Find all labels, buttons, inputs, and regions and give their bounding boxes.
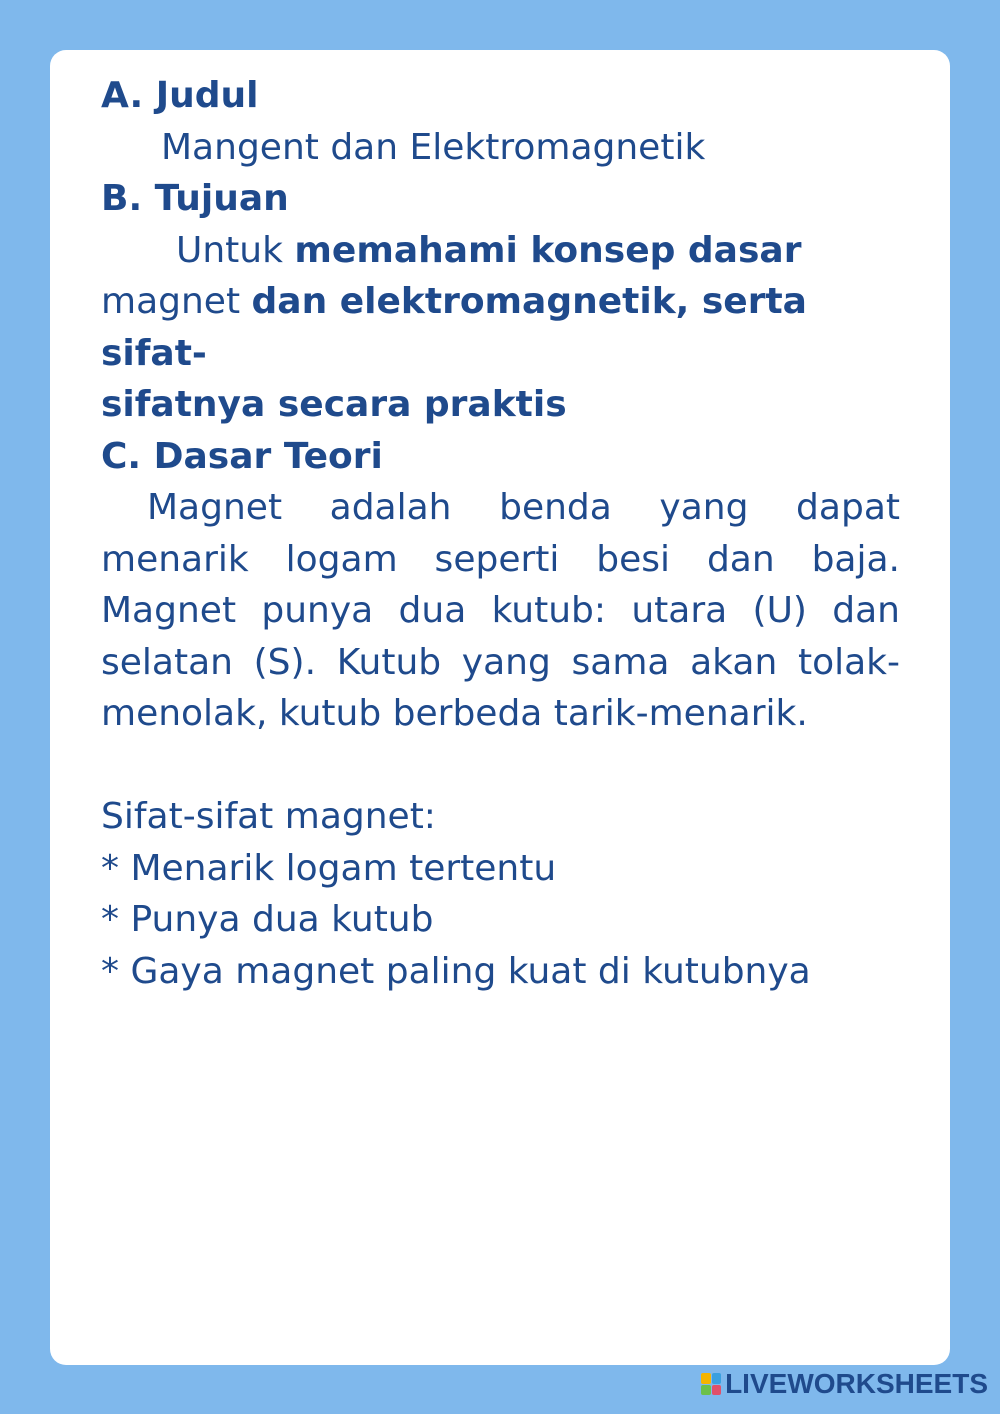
section-b-line-1 (101, 225, 900, 277)
logo-text: LIVEWORKSHEETS (725, 1368, 988, 1399)
list-item: * Menarik logam tertentu (101, 847, 557, 889)
section-a-title: Mangent dan Elektromagnetik (161, 126, 706, 168)
tujuan-text-part1: Untuk (176, 229, 295, 271)
list-item: * Gaya magnet paling kuat di kutubnya (101, 950, 811, 992)
spacer (101, 740, 900, 792)
section-a-heading: A. Judul (101, 75, 259, 116)
section-b-line-2 (101, 276, 900, 379)
section-c-heading: C. Dasar Teori (101, 435, 383, 477)
tujuan-text-part2: memahami konsep dasar (294, 229, 802, 271)
list-item: * Punya dua kutub (101, 899, 434, 940)
tujuan-text-part3: magnet (101, 281, 252, 322)
liveworksheets-logo (701, 1368, 988, 1400)
worksheet-content (101, 70, 900, 997)
dasar-teori-paragraph: Magnet adalah benda yang dapat menarik logam seperti besi dan baja. Magnet punya dua kutub: utara (U) dan selatan (S). Kutub yang sama akan tolak-menolak, kutub berbeda tarik-menarik. (101, 487, 900, 734)
section-b-heading: B. Tujuan (101, 178, 289, 219)
liveworksheets-logo-icon (701, 1373, 721, 1395)
section-b-line-3: sifatnya secara praktis (101, 384, 567, 425)
tujuan-text-part4: dan elektromagnetik, serta sifat- (101, 281, 807, 374)
list-title: Sifat-sifat magnet: (101, 796, 436, 837)
